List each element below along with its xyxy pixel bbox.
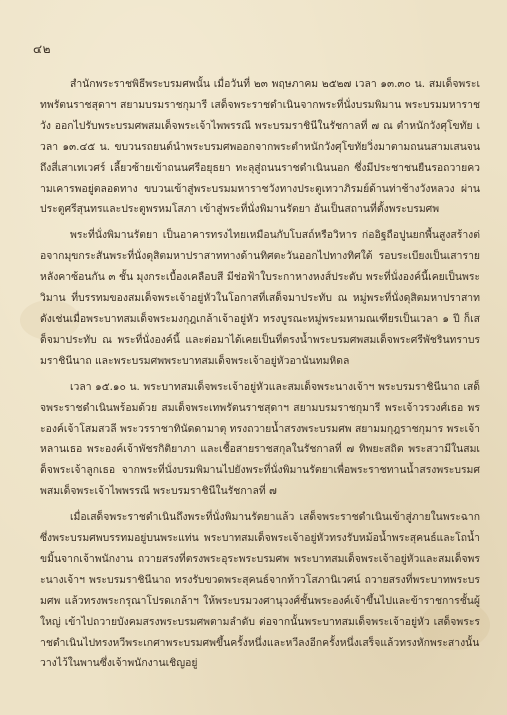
page-number: ๔๒ <box>33 42 51 56</box>
paragraph: สำนักพระราชพิธีพระบรมศพนั้น เมื่อวันที่ ๒๓ พฤษภาคม ๒๕๒๗ เวลา ๑๓.๓๐ น. สมเด็จพระเทพรัตนราชสุดาฯ สยามบรมราชกุมารี เสด็จพระราชดำเนินจากพระที่นั่งบรมพิมาน พระบรมมหาราชวัง ออกไปรับพระบรมศพสมเด็จพระเจ้าไพพรรณี พระบรมราชินีในรัชกาลที่ ๗ ณ ตำหนักวังศุโขทัย เวลา ๑๓.๔๕ น. ขบวนรถยนต์นำพระบรมศพออกจากพระตำหนักวังศุโขทัยวิ่งมาตามถนนสามเสนจนถึงสี่เสาเทเวศร์ เลี้ยวซ้ายเข้าถนนศรีอยุธยา ทะลุสู่ถนนราชดำเนินนอก ซึ่งมีประชาชนยืนรอถวายความเคารพอยู่ตลอดทาง ขบวนเข้าสู่พระบรมมหาราชวังทางประตูเทวาภิรมย์ด้านท่าช้างวังหลวง ผ่านประตูศรีสุนทรและประตูพรหมโสภา เข้าสู่พระที่นั่งพิมานรัตยา อันเป็นสถานที่ตั้งพระบรมศพ <box>40 78 480 216</box>
body-text <box>40 74 480 679</box>
paragraph: พระที่นั่งพิมานรัตยา เป็นอาคารทรงไทยเหมือนกับโบสถ์หรือวิหาร ก่ออิฐถือปูนยกพื้นสูงสร้างต่อจากมุขกระสันพระที่นั่งดุสิตมหาปราสาททางด้านทิศตะวันออกไปทางทิศใต้ รอบระเบียงเป็นเสาราย หลังคาซ้อนกัน ๓ ชั้น มุงกระเบื้องเคลือบสี มีช่อฟ้าใบระกาหางหงส์ประดับ พระที่นั่งองค์นี้เคยเป็นพระวิมาน ที่บรรทมของสมเด็จพระเจ้าอยู่หัวในโอกาสที่เสด็จมาประทับ ณ หมู่พระที่นั่งดุสิตมหาปราสาท ดังเช่นเมื่อพระบาทสมเด็จพระมงกุฎเกล้าเจ้าอยู่หัว ทรงบูรณะหมู่พระมหามณเฑียรเป็นเวลา ๑ ปี ก็เสด็จมาประทับ ณ พระที่นั่งองค์นี้ และต่อมาได้เคยเป็นที่ตรงน้ำพระบรมศพสมเด็จพระศรีพัชรินทราบรมราชินีนาถ และพระบรมศพพระบาทสมเด็จพระเจ้าอยู่หัวอานันทมหิดล <box>40 229 480 367</box>
paragraph: เวลา ๑๕.๑๐ น. พระบาทสมเด็จพระเจ้าอยู่หัวและสมเด็จพระนางเจ้าฯ พระบรมราชินีนาถ เสด็จพระราชดำเนินพร้อมด้วย สมเด็จพระเทพรัตนราชสุดาฯ สยามบรมราชกุมารี พระเจ้าวรวงศ์เธอ พระองค์เจ้าโสมสวลี พระวรราชาทินัดดามาตุ ทรงถวายน้ำสรงพระบรมศพ สยามมกุฎราชกุมาร พระเจ้าหลานเธอ พระองค์เจ้าพัชรกิติยาภา และเชื้อสายราชสกุลในรัชกาลที่ ๗ ทิพยะสถิต พระสวามีในสมเด็จพระเจ้าลูกเธอ จากพระที่นั่งบรมพิมานไปยังพระที่นั่งพิมานรัตยาเพื่อพระราชทานน้ำสรงพระบรมศพสมเด็จพระเจ้าไพพรรณี พระบรมราชินีในรัชกาลที่ ๗ <box>40 380 480 498</box>
paragraph: เมื่อเสด็จพระราชดำเนินถึงพระที่นั่งพิมานรัตยาแล้ว เสด็จพระราชดำเนินเข้าสู่ภายในพระฉาก ซึ่งพระบรมศพบรรทมอยู่บนพระแท่น พระบาทสมเด็จพระเจ้าอยู่หัวทรงรับหม้อน้ำพระสุคนธ์และโถน้ำขมิ้นจากเจ้าพนักงาน ถวายสรงที่ตรงพระอุระพระบรมศพ พระบาทสมเด็จพระเจ้าอยู่หัวและสมเด็จพระนางเจ้าฯ พระบรมราชินีนาถ ทรงรับขวดพระสุคนธ์จากท้าวโสภานิเวศน์ ถวายสรงที่พระบาทพระบรมศพ แล้วทรงพระกรุณาโปรดเกล้าฯ ให้พระบรมวงศานุวงศ์ชั้นพระองค์เจ้าขึ้นไปและข้าราชการชั้นผู้ใหญ่ เข้าไปถวายบังคมสรงพระบรมศพตามลำดับ ต่อจากนั้นพระบาทสมเด็จพระเจ้าอยู่หัว เสด็จพระราชดำเนินไปทรงหวีพระเกศาพระบรมศพขึ้นครั้งหนึ่งและหวีลงอีกครั้งหนึ่งเสร็จแล้วทรงหักพระสางนั้นวางไว้ในพานซึ่งเจ้าพนักงานเชิญอยู่ <box>40 511 480 670</box>
